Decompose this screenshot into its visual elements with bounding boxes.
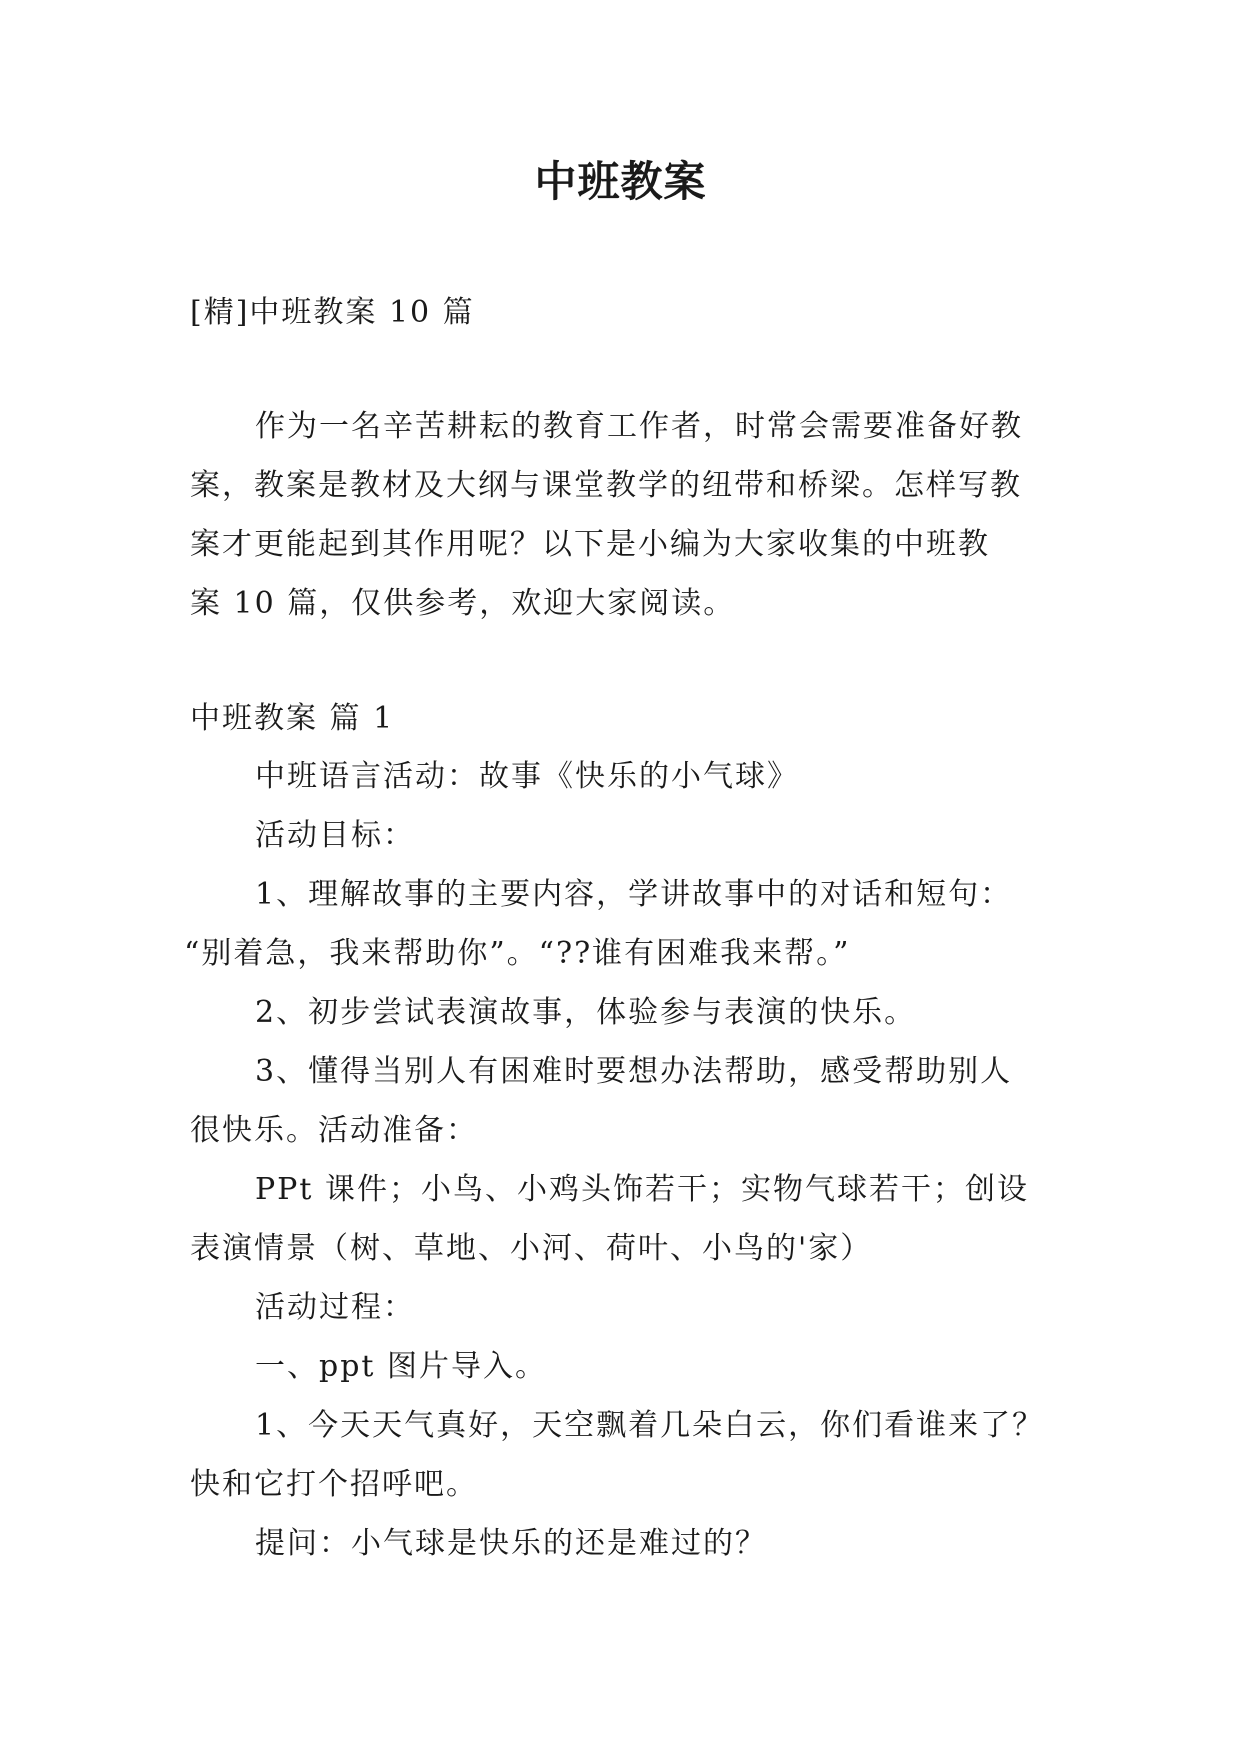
intro-line-2: 案，教案是教材及大纲与课堂教学的纽带和桥梁。怎样写教 <box>190 468 1022 503</box>
body-line-6: 3、懂得当别人有困难时要想办法帮助，感受帮助别人 <box>255 1054 1013 1089</box>
body-line-3: 1、理解故事的主要内容，学讲故事中的对话和短句： <box>255 877 1013 912</box>
intro-line-4: 案 10 篇，仅供参考，欢迎大家阅读。 <box>190 586 736 621</box>
intro-line-3: 案才更能起到其作用呢？以下是小编为大家收集的中班教 <box>190 527 990 562</box>
body-line-4: “别着急，我来帮助你”。“??谁有困难我来帮。” <box>184 936 851 971</box>
body-line-14: 提问：小气球是快乐的还是难过的？ <box>255 1526 767 1561</box>
intro-line-1: 作为一名辛苦耕耘的教育工作者，时常会需要准备好教 <box>255 409 1023 444</box>
body-line-1: 中班语言活动：故事《快乐的小气球》 <box>255 759 799 794</box>
body-line-2: 活动目标： <box>255 818 415 853</box>
document-subtitle: [精]中班教案 10 篇 <box>190 295 475 330</box>
body-line-7: 很快乐。活动准备： <box>190 1113 478 1148</box>
document-title: 中班教案 <box>534 157 707 206</box>
section-heading: 中班教案 篇 1 <box>190 701 395 736</box>
body-line-5: 2、初步尝试表演故事，体验参与表演的快乐。 <box>255 995 917 1030</box>
body-line-13: 快和它打个招呼吧。 <box>190 1467 478 1502</box>
body-line-12: 1、今天天气真好，天空飘着几朵白云，你们看谁来了？ <box>255 1408 1045 1443</box>
body-line-8: PPt 课件；小鸟、小鸡头饰若干；实物气球若干；创设 <box>255 1172 1029 1207</box>
body-line-9: 表演情景（树、草地、小河、荷叶、小鸟的'家） <box>190 1231 873 1266</box>
body-line-11: 一、ppt 图片导入。 <box>255 1349 547 1384</box>
body-line-10: 活动过程： <box>255 1290 415 1325</box>
